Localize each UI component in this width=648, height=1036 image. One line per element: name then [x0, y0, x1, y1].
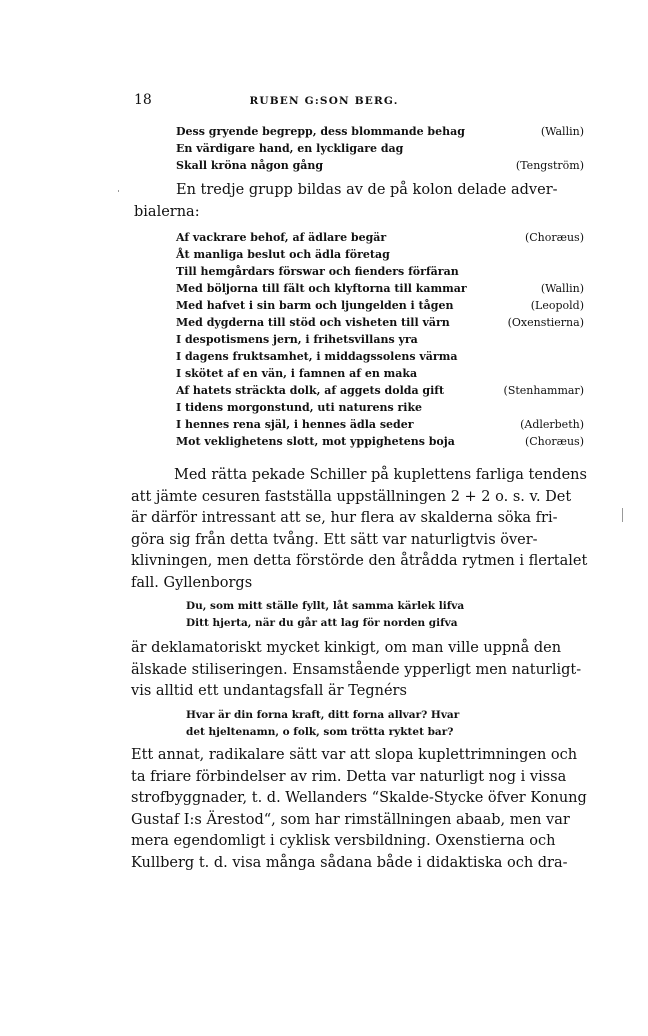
verse-line: En värdigare hand, en lyckligare dag — [176, 142, 404, 155]
verse-line: Dess gryende begrepp, dess blommande behag (Wallin) — [176, 125, 584, 138]
verse-line: Åt manliga beslut och ädla företag — [176, 248, 390, 261]
verse-line: Du, som mitt ställe fyllt, låt samma kärlek lifva — [186, 600, 465, 612]
scan-speck — [118, 190, 119, 192]
paragraph-line: Kullberg t. d. visa många sådana både i didaktiska och dra- — [131, 854, 568, 871]
paragraph-line: göra sig från detta tvång. Ett sätt var naturligtvis över- — [131, 531, 538, 548]
paragraph-line: Med rätta pekade Schiller på kuplettens farliga tendens — [174, 467, 587, 483]
verse-line: Med hafvet i sin barm och ljungelden i tågen (Leopold) — [176, 299, 584, 312]
verse-block-3 — [186, 598, 464, 632]
verse-line: I skötet af en vän, i famnen af en maka — [176, 367, 418, 380]
paragraph-line: vis alltid ett undantagsfall är Tegnérs — [131, 683, 407, 699]
verse-line: det hjeltenamn, o folk, som trötta ryktet bar? — [186, 726, 454, 738]
verse-block-1 — [176, 123, 584, 174]
verse-block-4 — [186, 707, 459, 741]
verse-line: Till hemgårdars förswar och fienders förfäran — [176, 265, 459, 278]
paragraph-line: är deklamatoriskt mycket kinkigt, om man ville uppnå den — [131, 640, 562, 656]
paragraph-line: En tredje grupp bildas av de på kolon delade adver- — [176, 182, 558, 198]
paragraph-3 — [131, 638, 581, 703]
paragraph-line: bialerna: — [134, 203, 200, 220]
verse-line: I dagens fruktsamhet, i middagssolens värma — [176, 350, 458, 363]
paragraph-line: är därför intressant att se, hur flera av skalderna söka fri- — [131, 510, 558, 526]
verse-line: Med böljorna till fält och klyftorna till kammar (Wallin) — [176, 282, 584, 295]
paragraph-line: att jämte cesuren fastställa uppställningen 2 + 2 o. s. v. Det — [131, 488, 572, 505]
scan-edge-mark — [622, 508, 623, 522]
verse-source: (Wallin) — [540, 125, 584, 138]
paragraph-line: älskade stiliseringen. Ensamstående ypperligt men naturligt- — [131, 661, 582, 678]
verse-line: Hvar är din forna kraft, ditt forna allvar? Hvar — [186, 709, 460, 721]
running-head: RUBEN G:SON BERG. — [249, 95, 399, 107]
paragraph-line: ta friare förbindelser av rim. Detta var naturligt nog i vissa — [131, 768, 567, 785]
paragraph-4 — [131, 745, 587, 874]
paragraph-line: mera egendomligt i cyklisk versbildning. Oxenstierna och — [131, 833, 556, 849]
paragraph-line: strofbyggnader, t. d. Wellanders “Skalde-Stycke öfver Konung — [131, 790, 587, 806]
verse-line: I despotismens jern, i frihetsvillans yra — [176, 333, 418, 346]
verse-source: (Choræus) — [524, 231, 584, 244]
verse-block-2 — [176, 229, 584, 450]
verse-line: Af vackrare behof, af ädlare begär (Choræus) — [176, 231, 584, 244]
verse-line: I tidens morgonstund, uti naturens rike — [176, 401, 423, 414]
verse-source: (Stenhammar) — [503, 384, 584, 397]
verse-line: Mot veklighetens slott, mot yppighetens boja (Choræus) — [176, 435, 584, 448]
page-number: 18 — [134, 92, 152, 108]
paragraph-1 — [134, 180, 584, 223]
verse-source: (Adlerbeth) — [520, 418, 584, 431]
verse-source: (Choræus) — [524, 435, 584, 448]
verse-line: Ditt hjerta, när du går att lag för norden gifva — [186, 617, 458, 629]
verse-source: (Leopold) — [530, 299, 584, 312]
paragraph-2 — [131, 465, 588, 594]
paragraph-line: Ett annat, radikalare sätt var att slopa kuplettrimningen och — [131, 747, 578, 763]
verse-line: Af hatets sträckta dolk, af aggets dolda gift (Stenhammar) — [176, 384, 584, 397]
paragraph-line: klivningen, men detta förstörde den åtrådda rytmen i flertalet — [131, 553, 588, 569]
verse-source: (Tengström) — [515, 159, 584, 172]
verse-line: I hennes rena själ, i hennes ädla seder (Adlerbeth) — [176, 418, 584, 431]
verse-line: Med dygderna till stöd och visheten till värn (Oxenstierna) — [176, 316, 584, 329]
verse-source: (Wallin) — [540, 282, 584, 295]
verse-line: Skall kröna någon gång (Tengström) — [176, 159, 584, 172]
paragraph-line: fall. Gyllenborgs — [131, 574, 253, 591]
verse-source: (Oxenstierna) — [507, 316, 584, 329]
paragraph-line: Gustaf I:s Ärestod“, som har rimställningen abaab, men var — [131, 811, 570, 828]
